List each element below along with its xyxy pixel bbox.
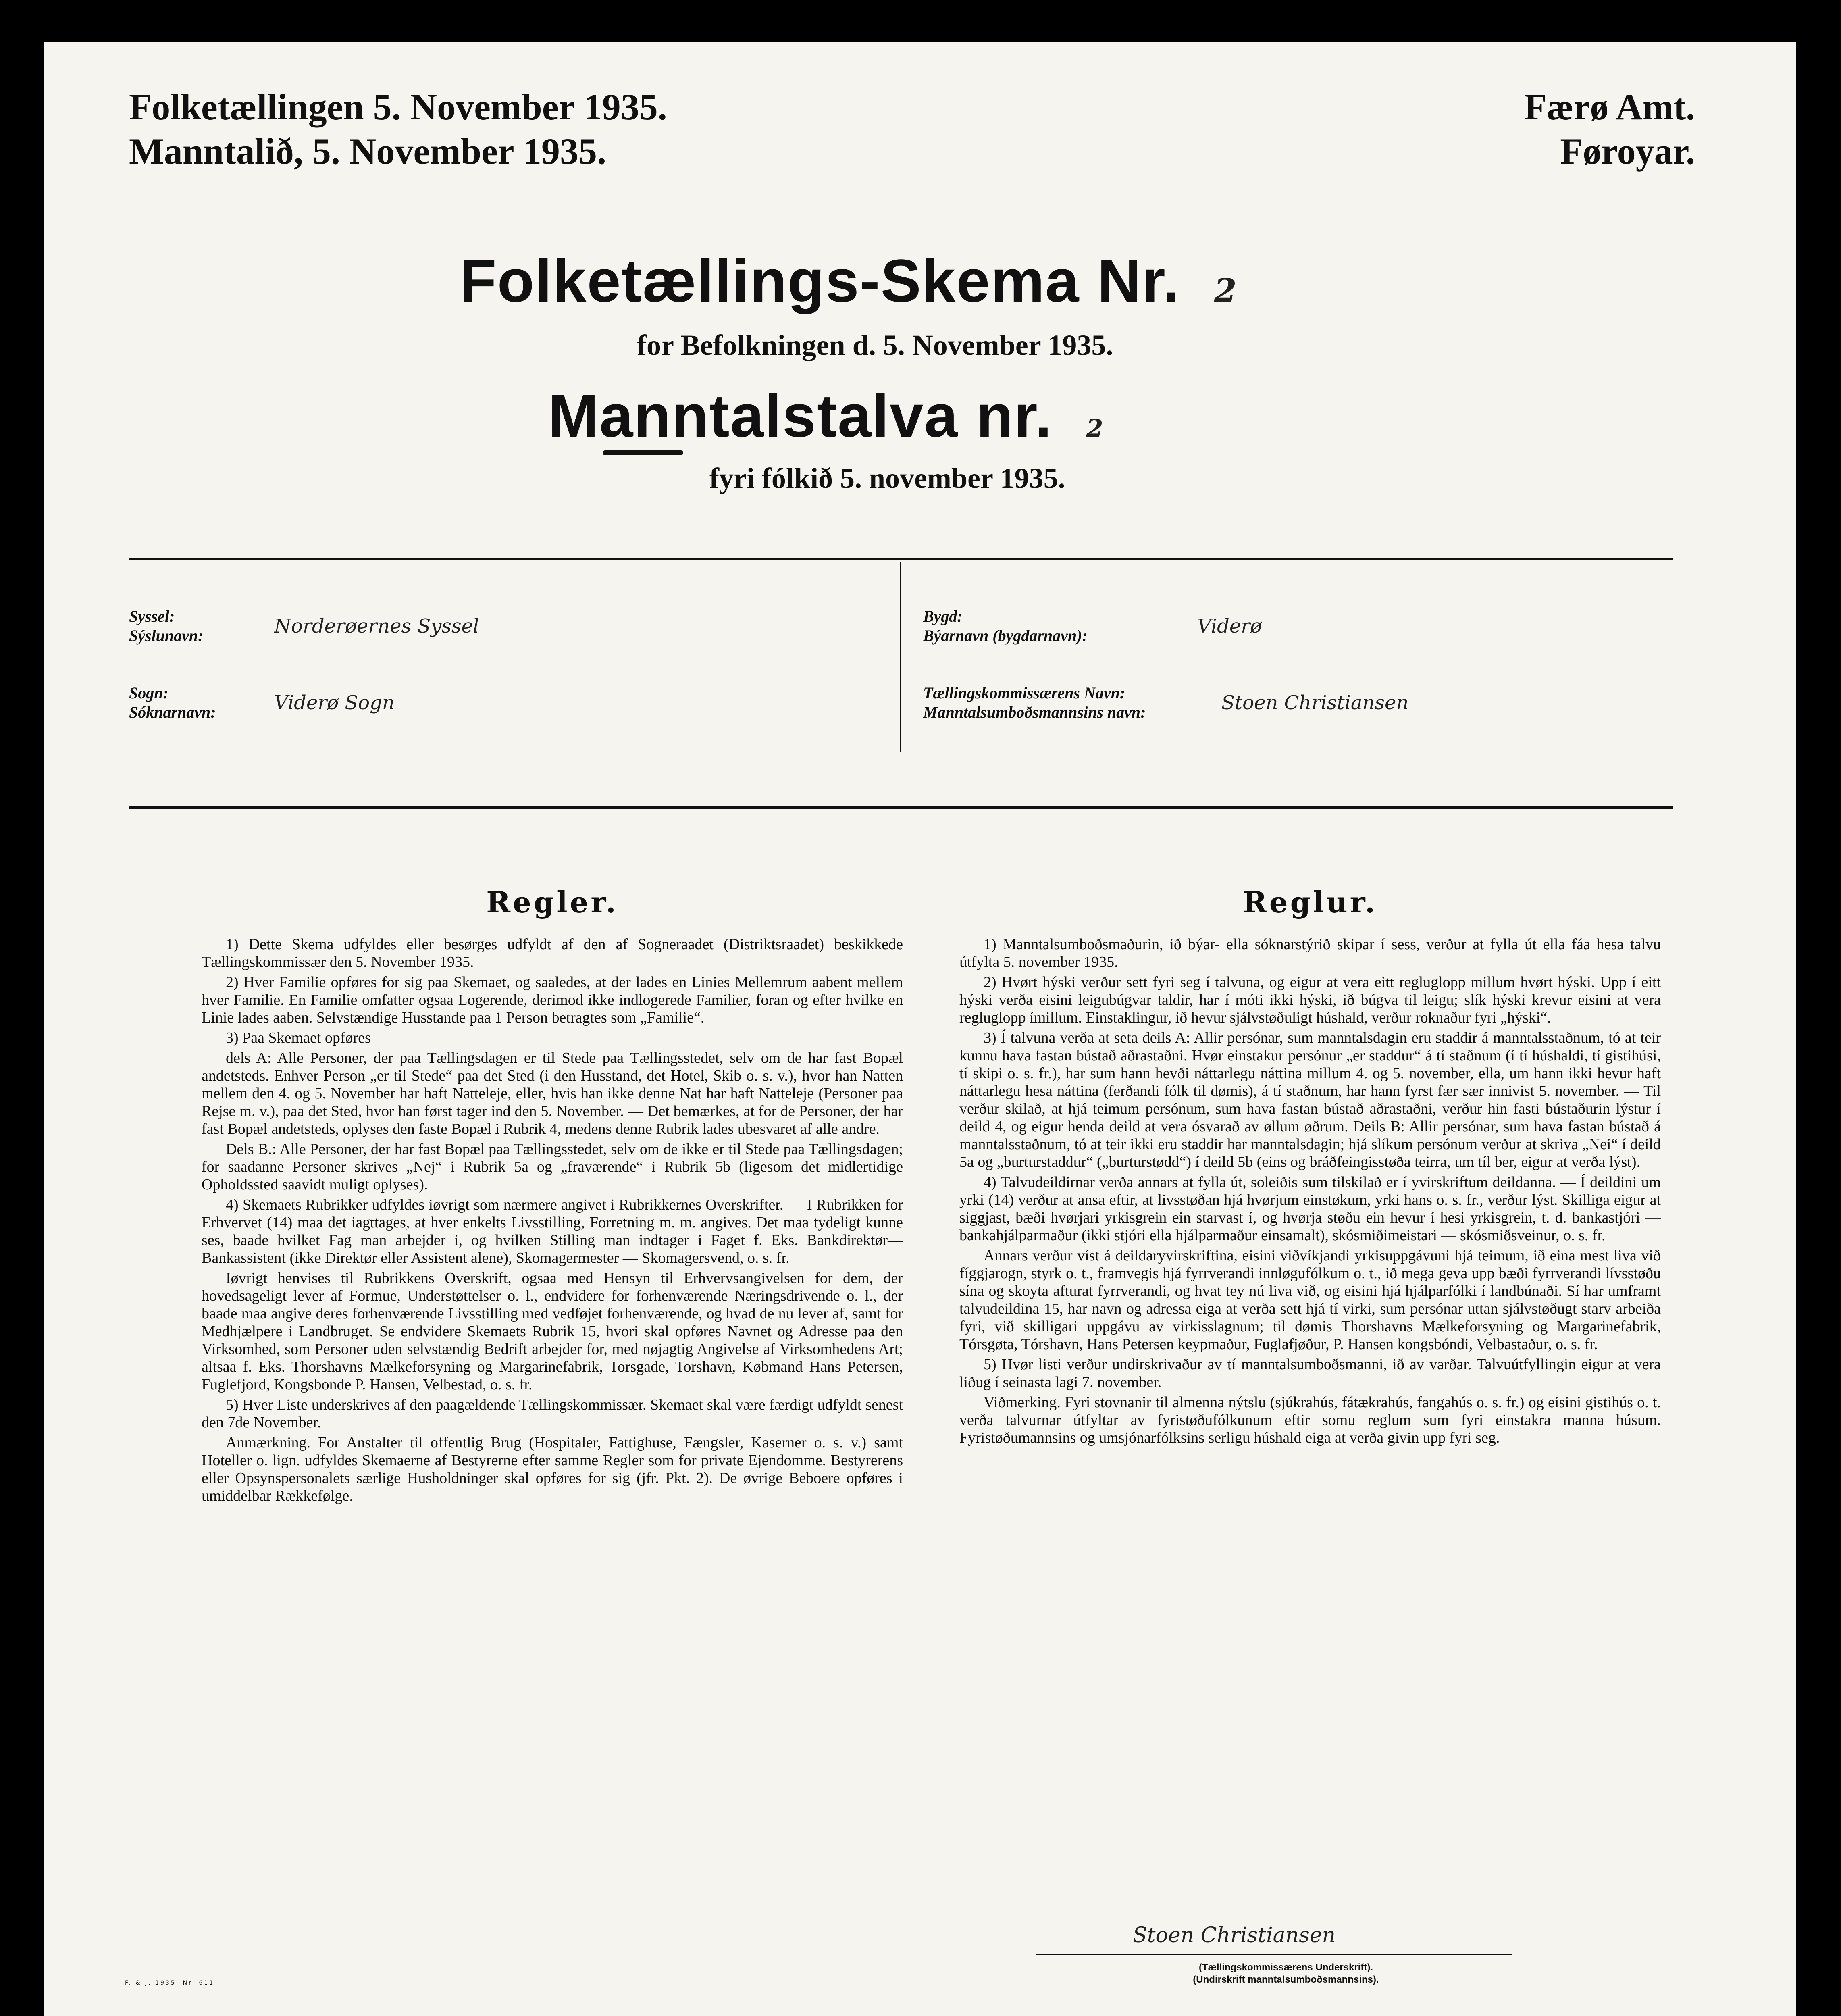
- regler-paragraph: 5) Hver Liste underskrives af den paagældende Tællingskommissær. Skemaet skal være færdigt udfyldt senest den 7de November.: [202, 1396, 903, 1431]
- kommissaer-label: Tællingskommissærens Navn: Manntalsumboðsmannsins navn:: [923, 684, 1146, 721]
- sogn-label: Sogn: Sóknarnavn:: [129, 684, 216, 721]
- signature: Stoen Christiansen: [1133, 1923, 1336, 1947]
- reglur-column: [959, 885, 1661, 1449]
- regler-paragraph: Dels B.: Alle Personer, der har fast Bopæl paa Tællingsstedet, selv om de ikke er til Stede paa Tællingsdagen; for saadanne Personer skrives „Nej“ i Rubrik 5a og „fraværende“ i Rubrik 5b (ligesom det midlertidige Opholdssted saavidt muligt oplyses).: [202, 1141, 903, 1193]
- field-column-divider: [900, 562, 901, 752]
- regler-paragraph: Anmærkning. For Anstalter til offentlig Brug (Hospitaler, Fattighuse, Fængsler, Kaserner o. s. v.) samt Hoteller o. lign. udfyldes Skemaerne af Bestyrerne efter samme Regler som for private Ejendomme. Bestyrerens eller Opsynspersonalets særlige Husholdninger skal opføres for sig (jfr. Pkt. 2). De øvrige Beboere opføres i umiddelbar Rækkefølge.: [202, 1434, 903, 1504]
- header-left-line1: Folketællingen 5. November 1935.: [129, 86, 667, 127]
- reglur-body: [959, 935, 1661, 1447]
- regler-paragraph: 2) Hver Familie opføres for sig paa Skemaet, og saaledes, at der lades en Linies Mellemrum aabent mellem hver Familie. En Familie omfatter ogsaa Logerende, derimod ikke indlogerede Familier, foran og efter hvilke en Linie lades aaben. Selvstændige Husstande paa 1 Person betragtes som „Familie“.: [202, 974, 903, 1026]
- signature-line: [1036, 1954, 1512, 1955]
- bygd-label: Bygd: Býarnavn (bygdarnavn):: [923, 607, 1088, 645]
- faroese-title: [548, 381, 1104, 451]
- regler-column: [202, 885, 903, 1507]
- reglur-paragraph: 2) Hvørt hýski verður sett fyri seg í talvuna, og eigur at vera eitt regluglopp millum hvørt hýski. Upp í eitt hýski verða eisini leigubúgvar taldir, har í móti ikki hýski, ið búgva til leigu; slík hýski krevur eisini at vera regluglopp ímillum. Einstaklingur, ið hevur sjálvstøðuligt húshald, verður roknaður fyri „hýski“.: [959, 974, 1661, 1026]
- header-right: [1524, 85, 1695, 173]
- form-title-text: Folketællings-Skema Nr.: [460, 247, 1181, 314]
- kommissaer-value: Stoen Christiansen: [1221, 691, 1409, 714]
- regler-body: [202, 935, 903, 1505]
- title-underline: [603, 450, 683, 455]
- regler-paragraph: Iøvrigt henvises til Rubrikkens Overskrift, ogsaa med Hensyn til Erhvervsangivelsen for dem, der hovedsageligt lever af Formue, Understøttelser o. l., endvidere for forhenværende Næringsdrivende o. l., der baade maa angive deres forhenværende Livsstilling med vedføjet forhenværende, og hvad de nu lever af, samt for Medhjælpere i Landbruget. Se endvidere Skemaets Rubrik 15, hvori skal opføres Navnet og Adresse paa den Virksomhed, som Personer uden selvstændig Bedrift arbejder for, med nøjagtig Angivelse af Virksomhedens Art; altsaa f. Eks. Thorshavns Mælkeforsyning og Margarinefabrik, Torsgade, Torshavn, Købmand Hans Petersen, Fuglefjord, Kongsbonde P. Hansen, Velbestad, o. s. fr.: [202, 1270, 903, 1393]
- form-subtitle: for Befolkningen d. 5. November 1935.: [637, 329, 1113, 361]
- header-right-line2: Føroyar.: [1560, 131, 1695, 172]
- regler-paragraph: dels A: Alle Personer, der paa Tællingsdagen er til Stede paa Tællingsstedet, selv om de har fast Bopæl andetsteds. Enhver Person „er til Stede“ paa det Sted (i den Husstand, det Hotel, Skib o. s. v.), hvor han Natten mellem den 4. og 5. November har haft Natteleje, eller, hvis han ikke denne Nat har haft Natteleje (Personer paa Rejse m. v.), paa det Sted, hvor han først tager ind den 5. November. — Det bemærkes, at for de Personer, der har fast Bopæl andetsteds, oplyses den faste Bopæl i Rubrik 4, medens denne Rubrik lades ubesvaret af alle andre.: [202, 1050, 903, 1137]
- reglur-paragraph: Viðmerking. Fyri stovnanir til almenna nýtslu (sjúkrahús, fátækrahús, fangahús o. s. fr.) og eisini gistihús o. t. verða talvurnar útfyltar av fyristøðufólkunum eftir somu reglum sum fyri einstakra manna húsum. Fyristøðumannsins og umsjónarfólksins serligu húshald eiga at verða givin upp fyri seg.: [959, 1394, 1661, 1446]
- syssel-value: Norderøernes Syssel: [274, 615, 479, 637]
- bottom-divider: [129, 806, 1673, 809]
- reglur-paragraph: 4) Talvudeildirnar verða annars at fylla út, soleiðis sum tilskilað er í yvirskriftum deildanna. — Í deildini um yrki (14) verður at ansa eftir, at livsstøðan hjá hvørjum einstøkum, yrki hans o. s. fr., verður lýst. Skilliga eigur at siggjast, bæði hvørjari yrkisgrein ein starvast í, og hvørja støðu ein hevur í hesi yrkisgrein, t. d. bankastjóri — bankahjálparmaður (ikki stjóri ella hjálparmaður einsamalt), skósmiðimeistari — skósmiðsveinur, o. s. fr.: [959, 1174, 1661, 1244]
- reglur-paragraph: Annars verður víst á deildaryvirskriftina, eisini viðvíkjandi yrkisuppgávuni hjá teimum, ið eina mest liva við fíggjarogn, styrk o. t., framvegis hjá fyrrverandi innløgufólkum o. t., ið mega geva upp bæði fyrrverandi lívsstøðu sína og skoyta afturat fyrrverandi, og hvat tey nú liva við, og eisini hjá hjálparfólki í landbúnaði. Sí har umframt talvudeildina 15, har navn og adressa eiga at verða sett hjá tí virki, sum persónar uttan sjálvstøðugt starv arbeiða fyri, við skilligari uppgávu av virkisslagnum; til dømis Thorshavns Mælkeforsyning og Margarinefabrik, Tórsgøta, Tórshavn, Hans Petersen keypmaður, Fuglafjøður, P. Hansen kongsbóndi, Velbastaður, o. s. fr.: [959, 1247, 1661, 1353]
- census-form-page: [44, 42, 1796, 2016]
- form-number: 2: [1214, 271, 1238, 309]
- reglur-paragraph: 1) Manntalsumboðsmaðurin, ið býar- ella sóknarstýrið skipar í sess, verður at fylla út ella fáa hesa talvu útfylta 5. november 1935.: [959, 936, 1661, 971]
- regler-paragraph: 1) Dette Skema udfyldes eller besørges udfyldt af den af Sogneraadet (Distriktsraadet) beskikkede Tællingskommissær den 5. November 1935.: [202, 936, 903, 971]
- header-left: [129, 85, 667, 173]
- sogn-value: Viderø Sogn: [274, 691, 395, 714]
- printer-mark: F. & J. 1935. Nr. 611: [125, 1980, 215, 1986]
- faroese-title-text: Manntalstalva nr.: [548, 382, 1053, 450]
- bygd-value: Viderø: [1197, 615, 1262, 637]
- header-left-line2: Manntalið, 5. November 1935.: [129, 131, 607, 172]
- reglur-paragraph: 5) Hvør listi verður undirskrivaður av tí manntalsumboðsmanni, ið av varðar. Talvuútfyllingin eigur at vera liðug í seinasta lagi 7. november.: [959, 1356, 1661, 1391]
- regler-title: Regler.: [486, 885, 618, 919]
- reglur-paragraph: 3) Í talvuna verða at seta deils A: Allir persónar, sum manntalsdagin eru staddir á manntalsstaðnum, tó at teir kunnu hava fastan bústað aðrastaðni. Hvør einstakur persónur „er staddur“ á tí staðnum (í tí húshaldi, tí gistihúsi, tí skipi o. s. fr.), har sum hann hevði náttarlegu náttina millum 4. og 5. november, ella, um hann ikki hevur haft náttarlegu hesa náttina (ferðandi fólk til dømis), á tí staðnum, har hann fyrst fær sær innivist 5. november. — Til verður skilað, at hjá teimum persónum, sum hava fastan bústað aðrastaðni, verður hin fasti bústaðurin lýstur í deild 4, og eigur henda deild at vera ósvarað av øllum øðrum. Deils B: Allir persónar, sum hava fastan bústað á manntalsstaðnum, tó at teir ikki eru staddir har manntalsdagin; hjá slíkum persónum verður at skriva „Nei“ í deild 5a og „burturstaddur“ („burturstødd“) í deild 5b (eins og bráðfeingisstøða teirra, um tíl ber, eigur at verða lýst).: [959, 1029, 1661, 1170]
- regler-paragraph: 3) Paa Skemaet opføres: [226, 1029, 371, 1046]
- top-divider: [129, 558, 1673, 560]
- faroese-form-number: 2: [1086, 414, 1104, 443]
- faroese-subtitle: fyri fólkið 5. november 1935.: [709, 462, 1065, 494]
- reglur-title: Reglur.: [1242, 885, 1378, 919]
- syssel-label: Syssel: Sýslunavn:: [129, 607, 204, 645]
- header-right-line1: Færø Amt.: [1524, 86, 1695, 127]
- signature-caption: (Tællingskommissærens Underskrift). (Undirskrift manntalsumboðsmannsins).: [1193, 1962, 1379, 1985]
- form-title: [460, 246, 1238, 316]
- regler-paragraph: 4) Skemaets Rubrikker udfyldes iøvrigt som nærmere angivet i Rubrikkernes Overskrifter. — I Rubrikken for Erhvervet (14) maa det iagttages, at hver enkelts Livsstilling, Forretning m. m. angives. Det maa tydeligt kunne ses, baade hvilket Fag man arbejder i, og hvilken Stilling man indtager i Faget f. Eks. Bankdirektør—Bankassistent (ikke Direktør eller Assistent alene), Skomagermester — Skomagersvend, o. s. fr.: [202, 1196, 903, 1266]
